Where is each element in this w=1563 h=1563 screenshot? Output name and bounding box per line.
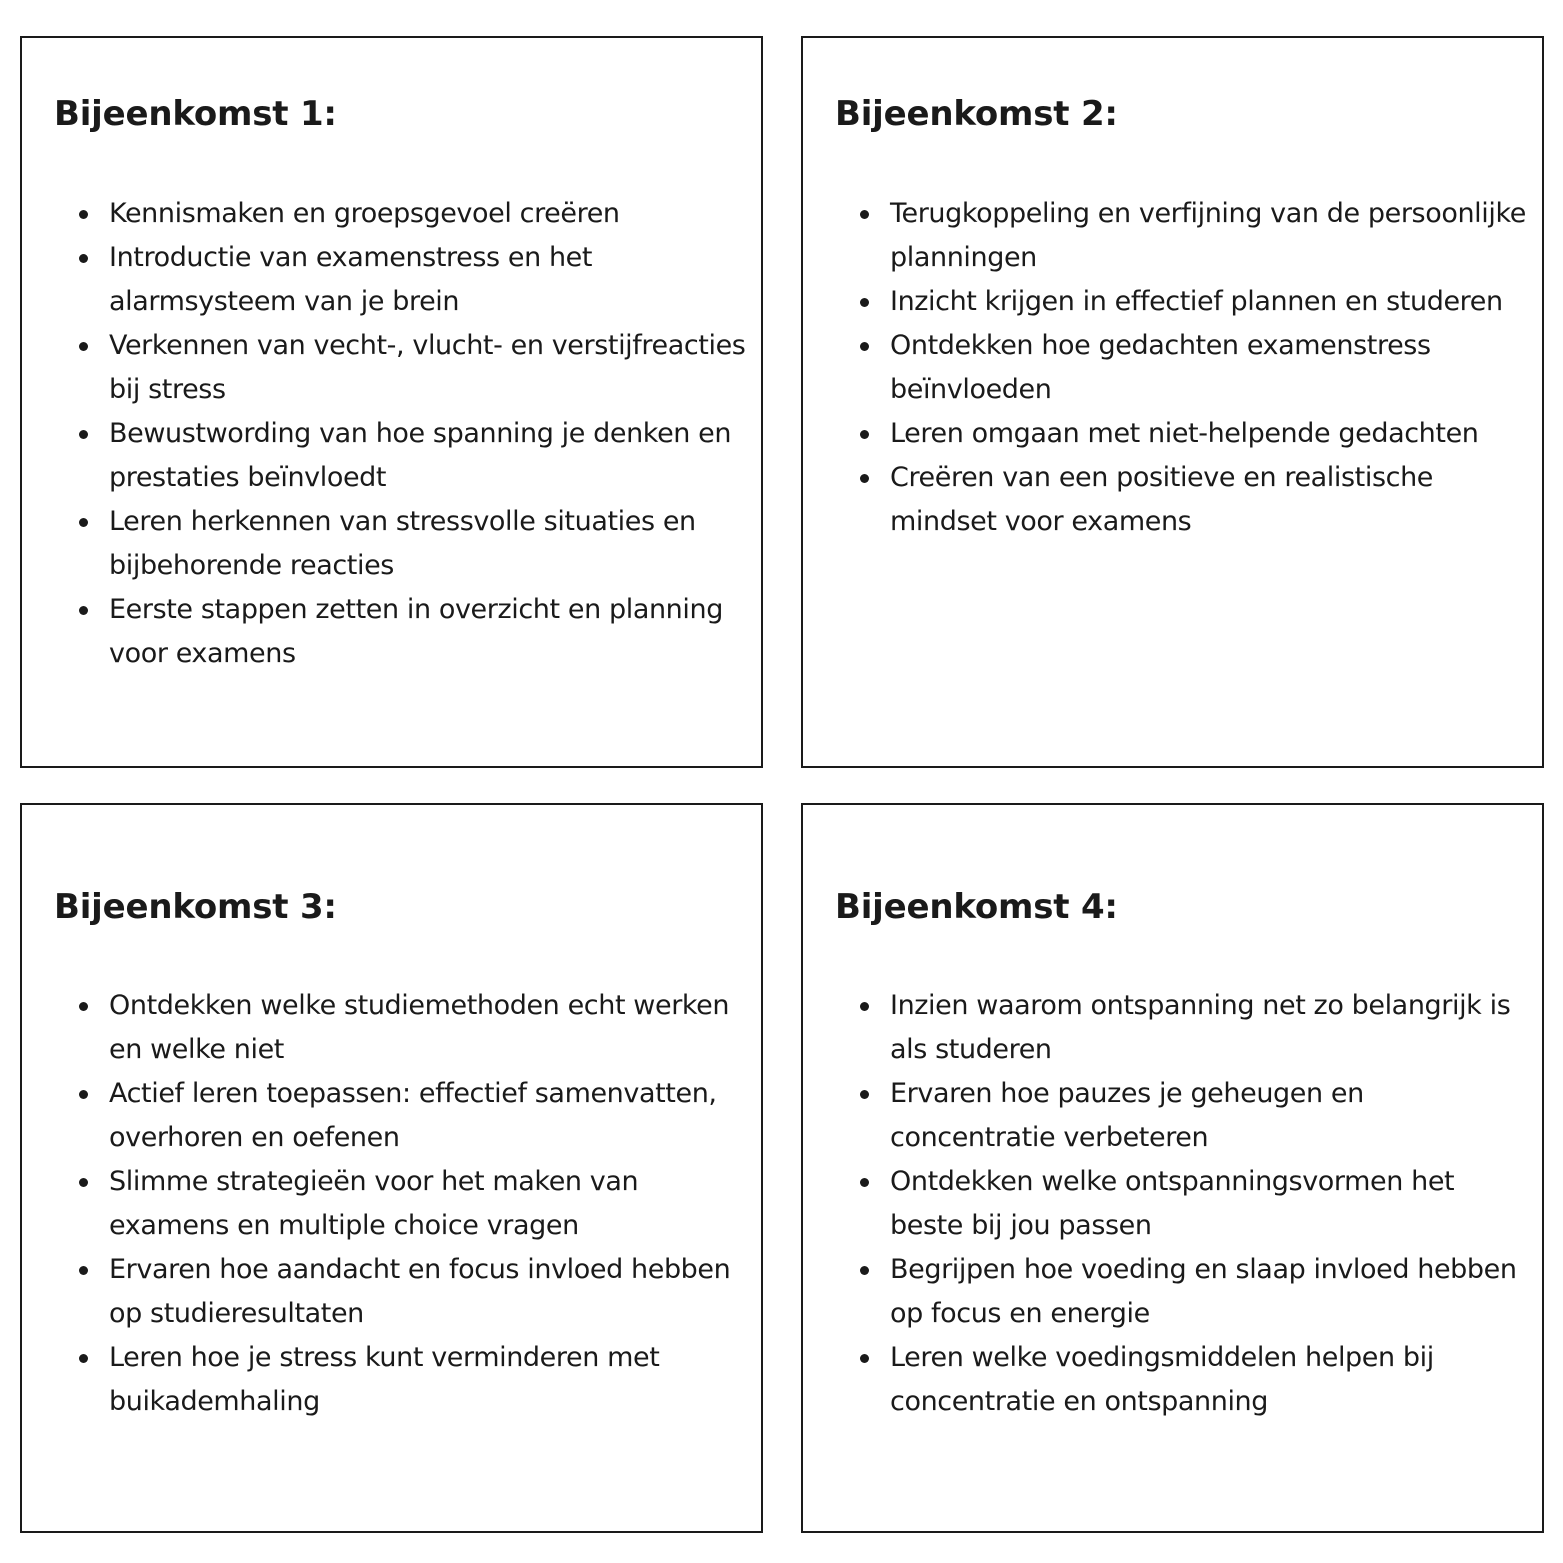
list-item: Ontdekken hoe gedachten examenstress beïnvloeden: [890, 324, 1528, 412]
list-item: Slimme strategieën voor het maken van examens en multiple choice vragen: [109, 1160, 747, 1248]
list-item: Ervaren hoe aandacht en focus invloed hebben op studieresultaten: [109, 1248, 747, 1336]
list-item: Leren hoe je stress kunt verminderen met buikademhaling: [109, 1336, 747, 1424]
session-title: Bijeenkomst 2:: [835, 94, 1118, 134]
list-item: Terugkoppeling en verfijning van de persoonlijke planningen: [890, 192, 1528, 280]
list-item: Introductie van examenstress en het alarmsysteem van je brein: [109, 236, 747, 324]
list-item: Leren herkennen van stressvolle situaties en bijbehorende reacties: [109, 500, 747, 588]
session-topic-list: [54, 984, 747, 1424]
session-title: Bijeenkomst 4:: [835, 887, 1118, 927]
list-item: Ervaren hoe pauzes je geheugen en concentratie verbeteren: [890, 1072, 1528, 1160]
list-item: Actief leren toepassen: effectief samenvatten, overhoren en oefenen: [109, 1072, 747, 1160]
session-topic-list: [54, 192, 747, 676]
session-title: Bijeenkomst 1:: [54, 94, 337, 134]
list-item: Eerste stappen zetten in overzicht en planning voor examens: [109, 588, 747, 676]
session-topic-list: [835, 192, 1528, 544]
list-item: Kennismaken en groepsgevoel creëren: [109, 192, 747, 236]
list-item: Ontdekken welke ontspanningsvormen het beste bij jou passen: [890, 1160, 1528, 1248]
session-title: Bijeenkomst 3:: [54, 887, 337, 927]
session-card-2: [801, 36, 1544, 768]
list-item: Inzicht krijgen in effectief plannen en studeren: [890, 280, 1528, 324]
list-item: Inzien waarom ontspanning net zo belangrijk is als studeren: [890, 984, 1528, 1072]
list-item: Creëren van een positieve en realistische mindset voor examens: [890, 456, 1528, 544]
list-item: Ontdekken welke studiemethoden echt werken en welke niet: [109, 984, 747, 1072]
list-item: Begrijpen hoe voeding en slaap invloed hebben op focus en energie: [890, 1248, 1528, 1336]
list-item: Leren omgaan met niet-helpende gedachten: [890, 412, 1528, 456]
session-card-1: [20, 36, 763, 768]
session-topic-list: [835, 984, 1528, 1424]
session-card-3: [20, 803, 763, 1533]
list-item: Bewustwording van hoe spanning je denken en prestaties beïnvloedt: [109, 412, 747, 500]
list-item: Verkennen van vecht-, vlucht- en verstijfreacties bij stress: [109, 324, 747, 412]
session-card-4: [801, 803, 1544, 1533]
list-item: Leren welke voedingsmiddelen helpen bij concentratie en ontspanning: [890, 1336, 1528, 1424]
